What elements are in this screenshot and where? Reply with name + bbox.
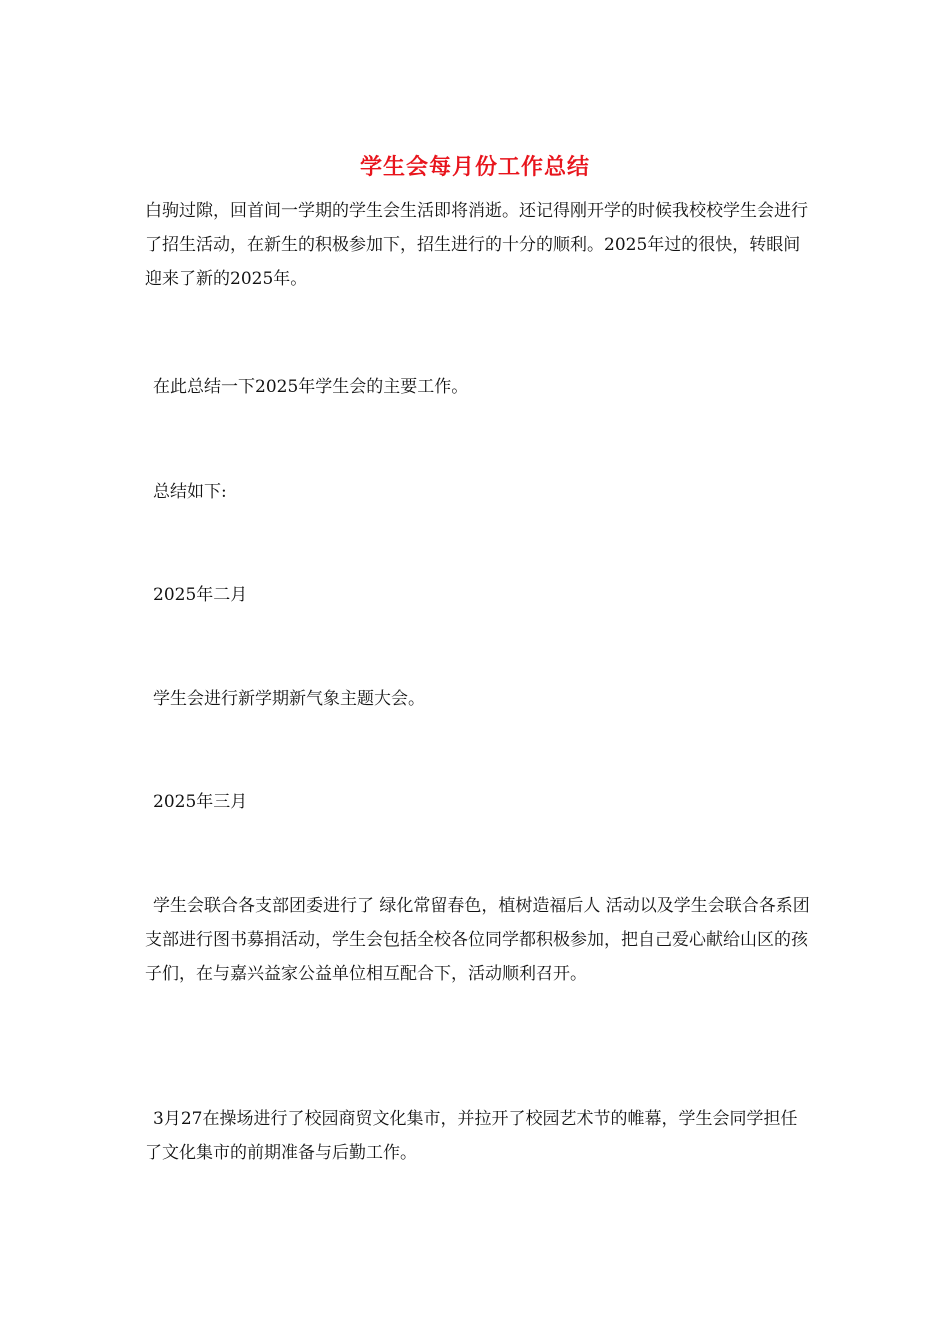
- paragraph-march-fair: 3月27在操场进行了校园商贸文化集市，并拉开了校园艺术节的帷幕，学生会同学担任了文化集市的前期准备与后勤工作。: [145, 1109, 798, 1163]
- document-title: 学生会每月份工作总结: [359, 155, 590, 180]
- paragraph-march-activities: 学生会联合各支部团委进行了 绿化常留春色，植树造福后人 活动以及学生会联合各系团支部进行图书募捐活动，学生会包括全校各位同学都积极参加，把自己爱心献给山区的孩子们，在与嘉兴益家公益单位相互配合下，活动顺利召开。: [145, 896, 810, 984]
- paragraph-february: 学生会进行新学期新气象主题大会。: [153, 689, 425, 709]
- paragraph-summary-heading: 总结如下:: [153, 482, 227, 502]
- section-heading-march: 2025年三月: [153, 792, 248, 812]
- paragraph-intro: 白驹过隙，回首间一学期的学生会生活即将消逝。还记得刚开学的时候我校校学生会进行了招生活动，在新生的积极参加下，招生进行的十分的顺利。2025年过的很快，转眼间迎来了新的2025年。: [145, 201, 808, 289]
- paragraph-summary-intro: 在此总结一下2025年学生会的主要工作。: [153, 377, 469, 397]
- section-heading-february: 2025年二月: [153, 585, 248, 605]
